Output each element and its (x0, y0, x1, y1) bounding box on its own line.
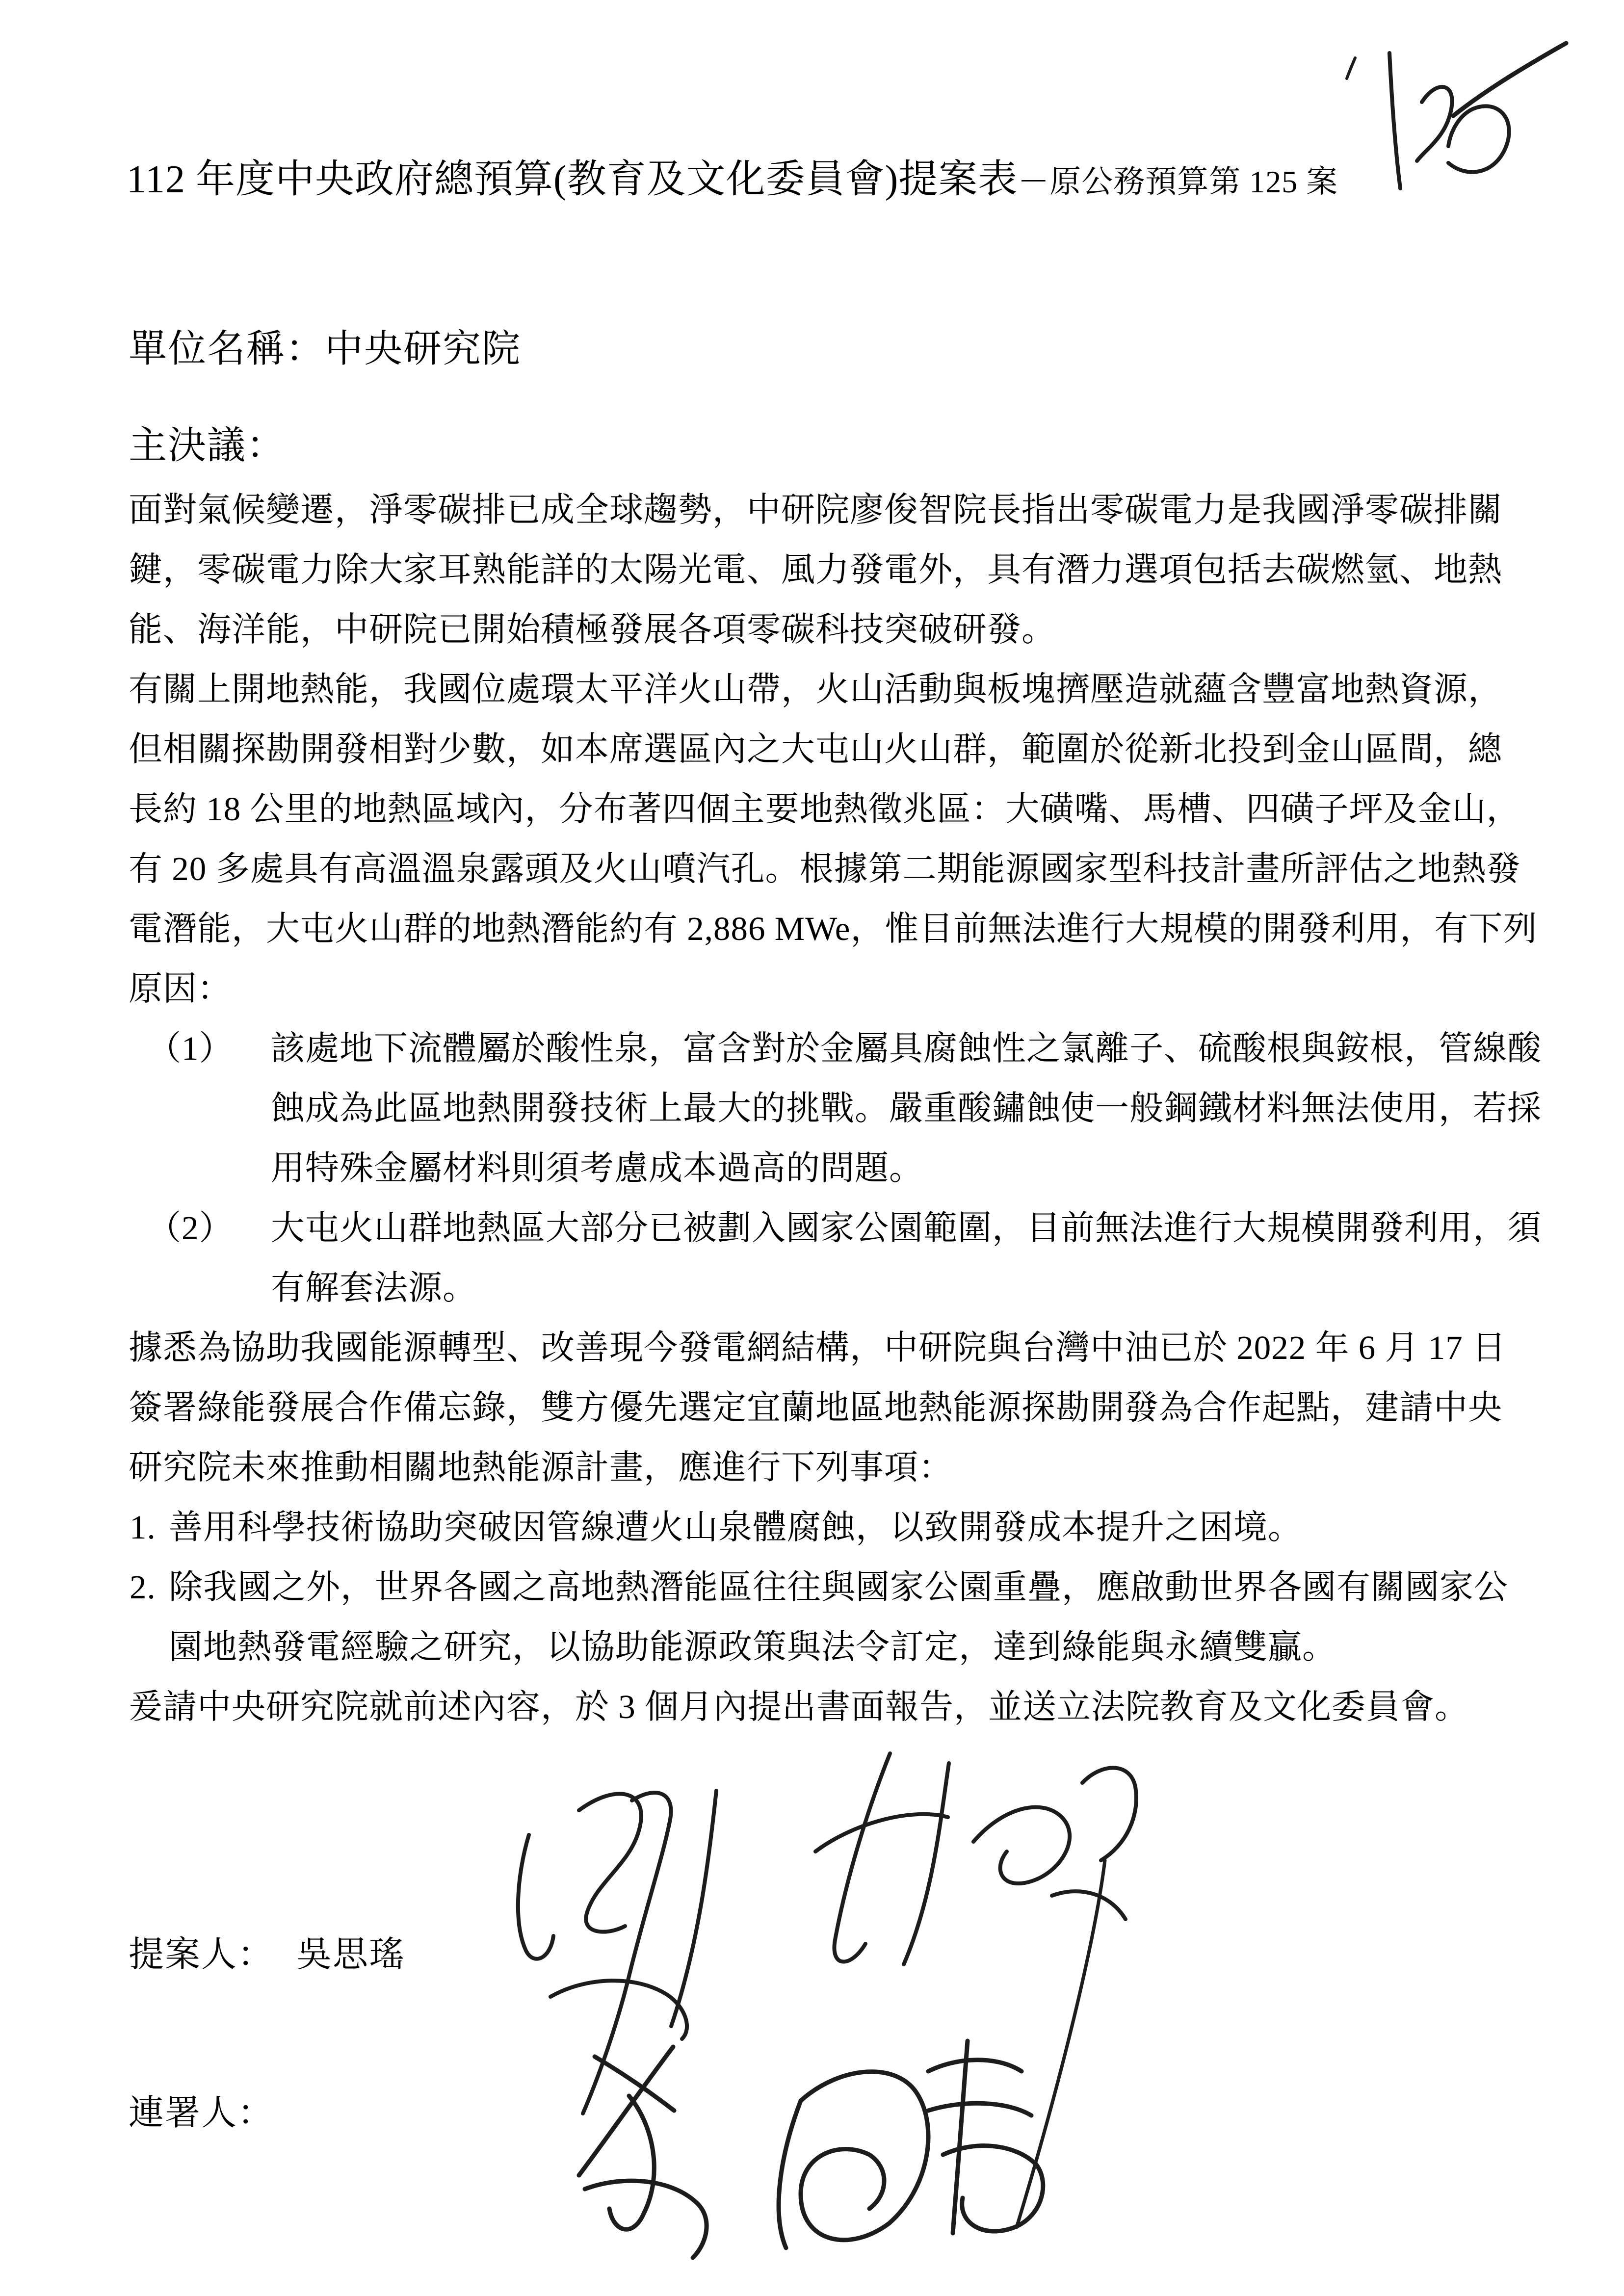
proposer-label: 提案人： (129, 1935, 274, 1974)
body-line (129, 1138, 1502, 1198)
page-title-suffix: －原公務預算第 125 案 (1018, 164, 1338, 199)
line-marker: 1. (130, 1509, 156, 1546)
proposer-line (129, 1926, 405, 1977)
body-line (129, 1497, 1502, 1557)
line-text: 能、海洋能，中研院已開始積極發展各項零碳科技突破研發。 (129, 611, 1056, 648)
cosigner-label: 連署人： (129, 2093, 274, 2133)
unit-name-line: 單位名稱：中央研究院 (129, 327, 522, 370)
body-line (129, 1437, 1502, 1497)
line-text: 有關上開地熱能，我國位處環太平洋火山帶，火山活動與板塊擠壓造就蘊含豐富地熱資源， (129, 671, 1502, 708)
body-line (129, 1677, 1502, 1737)
resolution-label: 主決議： (129, 424, 286, 467)
cosigner-line (129, 2084, 274, 2135)
body-line (129, 480, 1502, 540)
body-line (129, 540, 1502, 600)
handwritten-signature-3 (525, 2026, 1065, 2296)
line-text: 簽署綠能發展合作備忘錄，雙方優先選定宜蘭地區地熱能源探勘開發為合作起點，建請中央 (129, 1389, 1502, 1426)
line-text: 據悉為協助我國能源轉型、改善現今發電網結構，中研院與台灣中油已於 2022 年 6 月 17 日 (129, 1329, 1506, 1366)
body-line (129, 1018, 1542, 1078)
body-line (129, 959, 1502, 1018)
body-line (129, 1258, 1502, 1318)
line-text: 除我國之外，世界各國之高地熱潛能區往往與國家公園重疊，應啟動世界各國有關國家公 (169, 1568, 1508, 1606)
line-text: 研究院未來推動相關地熱能源計畫，應進行下列事項： (129, 1449, 953, 1486)
body-line (129, 1378, 1502, 1437)
body-line (129, 719, 1502, 779)
line-text: 爰請中央研究院就前述內容，於 3 個月內提出書面報告，並送立法院教育及文化委員會。 (129, 1688, 1469, 1725)
line-text: 有解套法源。 (271, 1269, 477, 1306)
page-title (127, 147, 1515, 204)
body-line (129, 1617, 1502, 1677)
line-text: 電潛能，大屯火山群的地熱潛能約有 2,886 MWe，惟目前無法進行大規模的開發利用，有下列 (129, 910, 1538, 947)
line-text: 有 20 多處具有高溫溫泉露頭及火山噴汽孔。根據第二期能源國家型科技計畫所評估之地熱發 (129, 850, 1521, 887)
line-text: 面對氣候變遷，淨零碳排已成全球趨勢，中研院廖俊智院長指出零碳電力是我國淨零碳排關 (129, 491, 1502, 528)
line-text: 善用科學技術協助突破因管線遭火山泉體腐蝕，以致開發成本提升之困境。 (169, 1509, 1302, 1546)
body-line (129, 899, 1538, 959)
body-line (129, 1557, 1508, 1617)
body-line (129, 600, 1502, 659)
line-marker: （1） (147, 1030, 234, 1067)
line-text: 但相關探勘開發相對少數，如本席選區內之大屯山火山群，範圍於從新北投到金山區間，總 (129, 731, 1502, 768)
line-text: 原因： (129, 970, 232, 1007)
body-line (129, 659, 1502, 719)
line-text: 長約 18 公里的地熱區域內，分布著四個主要地熱徵兆區：大磺嘴、馬槽、四磺子坪及金山， (129, 790, 1521, 828)
page-title-main: 112 年度中央政府總預算(教育及文化委員會)提案表 (127, 158, 1018, 201)
body-line (129, 779, 1521, 839)
line-text: 鍵，零碳電力除大家耳熟能詳的太陽光電、風力發電外，具有潛力選項包括去碳燃氫、地熱 (129, 551, 1502, 588)
body-text (129, 480, 1542, 1737)
body-line (129, 839, 1521, 899)
line-marker: 2. (130, 1568, 156, 1606)
body-line (129, 1198, 1542, 1258)
body-line (129, 1078, 1542, 1138)
line-marker: （2） (147, 1209, 234, 1247)
line-text: 用特殊金屬材料則須考慮成本過高的問題。 (271, 1149, 923, 1187)
line-text: 蝕成為此區地熱開發技術上最大的挑戰。嚴重酸鏽蝕使一般鋼鐵材料無法使用，若採 (271, 1090, 1542, 1127)
body-line (129, 1318, 1506, 1378)
proposer-name: 吳思瑤 (296, 1935, 406, 1974)
line-text: 園地熱發電經驗之研究，以協助能源政策與法令訂定，達到綠能與永續雙贏。 (169, 1628, 1336, 1666)
line-text: 大屯火山群地熱區大部分已被劃入國家公園範圍，目前無法進行大規模開發利用，須 (271, 1209, 1542, 1247)
line-text: 該處地下流體屬於酸性泉，富含對於金屬具腐蝕性之氯離子、硫酸根與銨根，管線酸 (271, 1030, 1542, 1067)
